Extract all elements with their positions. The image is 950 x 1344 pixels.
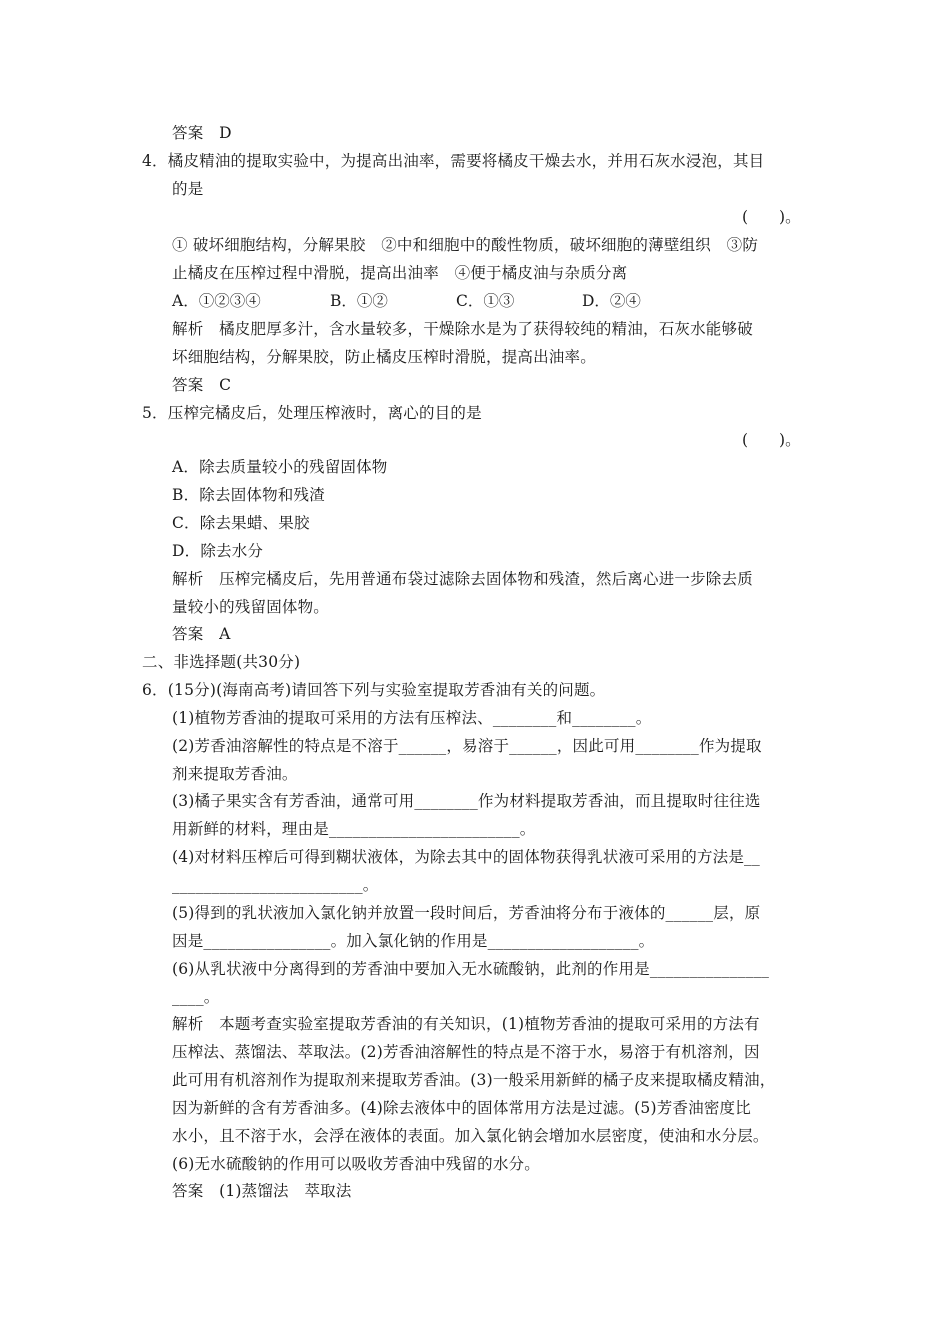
section-heading: 二、非选择题(共30分) bbox=[142, 653, 301, 671]
q6-part-2: (2)芳香油溶解性的特点是不溶于______，易溶于______，因此可用________作为提取 bbox=[172, 737, 762, 755]
q6-part-6-cont: ____。 bbox=[172, 988, 220, 1006]
q4-items: ① 破坏细胞结构，分解果胶 ②中和细胞中的酸性物质，破坏细胞的薄壁组织 ③防 bbox=[172, 236, 759, 254]
q5-option-d: D．除去水分 bbox=[172, 542, 264, 560]
q4-analysis: 解析 橘皮肥厚多汁，含水量较多，干燥除水是为了获得较纯的精油，石灰水能够破 bbox=[172, 320, 753, 338]
q4-option-a: A．①②③④ bbox=[172, 292, 261, 310]
q5-stem: 5．压榨完橘皮后，处理压榨液时，离心的目的是 bbox=[142, 404, 482, 422]
q3-answer: 答案 D bbox=[172, 124, 232, 142]
q4-stem: 4．橘皮精油的提取实验中，为提高出油率，需要将橘皮干燥去水，并用石灰水浸泡，其目 bbox=[142, 152, 765, 170]
q4-items-cont: 止橘皮在压榨过程中滑脱，提高出油率 ④便于橘皮油与杂质分离 bbox=[172, 264, 628, 282]
q4-answer: 答案 C bbox=[172, 376, 232, 394]
q5-option-a: A．除去质量较小的残留固体物 bbox=[172, 458, 388, 476]
q5-answer: 答案 A bbox=[172, 625, 231, 643]
q5-answer-blank: ( )。 bbox=[742, 431, 801, 449]
q6-part-4-cont: ________________________。 bbox=[172, 876, 379, 894]
q6-part-5: (5)得到的乳状液加入氯化钠并放置一段时间后，芳香油将分布于液体的______层，原 bbox=[172, 904, 761, 922]
q4-answer-blank: ( )。 bbox=[742, 208, 801, 226]
q6-part-5-cont: 因是________________。加入氯化钠的作用是___________________。 bbox=[172, 932, 655, 950]
q4-option-c: C．①③ bbox=[456, 292, 515, 310]
q6-analysis-line-4: 因为新鲜的含有芳香油多。(4)除去液体中的固体常用方法是过滤。(5)芳香油密度比 bbox=[172, 1099, 751, 1117]
q6-part-3-cont: 用新鲜的材料，理由是________________________。 bbox=[172, 820, 536, 838]
q6-analysis-line-2: 压榨法、蒸馏法、萃取法。(2)芳香油溶解性的特点是不溶于水，易溶于有机溶剂，因 bbox=[172, 1043, 760, 1061]
q6-stem: 6．(15分)(海南高考)请回答下列与实验室提取芳香油有关的问题。 bbox=[142, 681, 606, 699]
q5-option-c: C．除去果蜡、果胶 bbox=[172, 514, 310, 532]
q6-analysis: 解析 本题考查实验室提取芳香油的有关知识，(1)植物芳香油的提取可采用的方法有 bbox=[172, 1015, 760, 1033]
q5-analysis: 解析 压榨完橘皮后，先用普通布袋过滤除去固体物和残渣，然后离心进一步除去质 bbox=[172, 570, 753, 588]
q4-analysis-cont: 坏细胞结构，分解果胶，防止橘皮压榨时滑脱，提高出油率。 bbox=[172, 348, 596, 366]
q6-part-3: (3)橘子果实含有芳香油，通常可用________作为材料提取芳香油，而且提取时往往选 bbox=[172, 792, 761, 810]
q6-analysis-line-6: (6)无水硫酸钠的作用可以吸收芳香油中残留的水分。 bbox=[172, 1155, 540, 1173]
q5-analysis-cont: 量较小的残留固体物。 bbox=[172, 598, 330, 616]
q6-analysis-line-3: 此可用有机溶剂作为提取剂来提取芳香油。(3)一般采用新鲜的橘子皮来提取橘皮精油， bbox=[172, 1071, 776, 1089]
q4-option-d: D．②④ bbox=[582, 292, 641, 310]
q4-option-b: B．①② bbox=[330, 292, 388, 310]
q5-option-b: B．除去固体物和残渣 bbox=[172, 486, 325, 504]
q6-part-4: (4)对材料压榨后可得到糊状液体，为除去其中的固体物获得乳状液可采用的方法是__ bbox=[172, 848, 760, 866]
q6-part-1: (1)植物芳香油的提取可采用的方法有压榨法、________和________。 bbox=[172, 709, 652, 727]
q6-part-6: (6)从乳状液中分离得到的芳香油中要加入无水硫酸钠，此剂的作用是_______________ bbox=[172, 960, 770, 978]
q6-part-2-cont: 剂来提取芳香油。 bbox=[172, 765, 298, 783]
q6-answer: 答案 (1)蒸馏法 萃取法 bbox=[172, 1182, 352, 1200]
q6-analysis-line-5: 水小，且不溶于水，会浮在液体的表面。加入氯化钠会增加水层密度，使油和水分层。 bbox=[172, 1127, 769, 1145]
q4-stem-cont: 的是 bbox=[172, 180, 204, 198]
